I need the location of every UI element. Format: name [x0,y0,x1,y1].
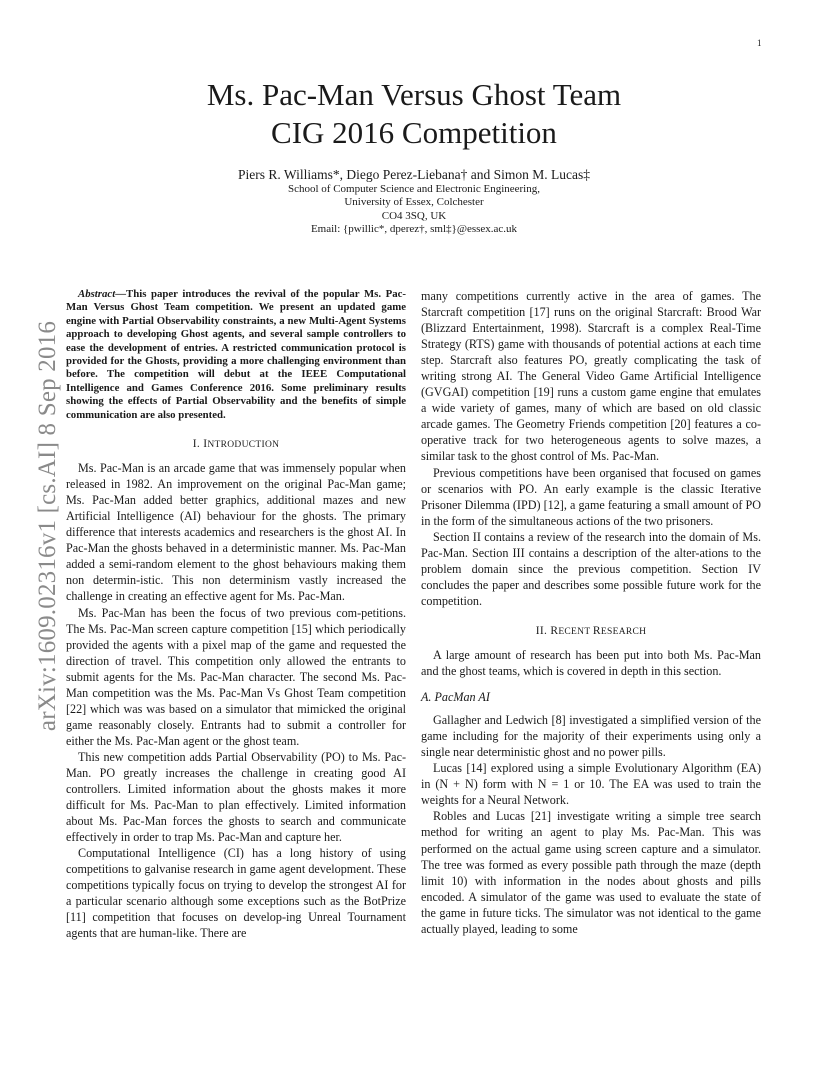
paper-title [0,76,828,152]
affiliation [0,183,828,236]
right-column [421,288,761,937]
section-heading-recent-research: II. RECENT RESEARCH [535,624,647,637]
paragraph: Computational Intelligence (CI) has a long history of using competitions to galvanise research in game agent development. These competitions typically focus on trying to develop the strongest AI for a particular scenario although some exceptions such as the BotPrize [11] competition that focuses on develop-ing Unreal Tournament agents that are human-like. There are [66,846,406,941]
paragraph: Previous competitions have been organised that focused on games or scenarios with PO. An early example is the classic Iterative Prisoner Dilemma (IPD) [12], a game featuring a small amount of PO in the form of the simultaneous actions of the two prisoners. [421,465,761,528]
abstract-label: Abstract [78,288,116,300]
paragraph: Gallagher and Ledwich [8] investigated a simplified version of the game including for the majority of their experiments using only a single near deterministic ghost and no power pills. [421,713,761,760]
paragraph: This new competition adds Partial Observability (PO) to Ms. Pac-Man. PO greatly increases the challenge in creating good AI controllers. Limited information about the ghosts makes it more difficult for Ms. Pac-Man to plan effectively. Limited information about Ms. Pac-Man forces the ghosts to search and communicate effectively in order to trap Ms. Pac-Man and capture her. [66,749,406,845]
page-number: 1 [757,38,762,48]
paragraph: Section II contains a review of the research into the domain of Ms. Pac-Man. Section III contains a description of the alter-ations to the problem domain since the previous competition. Section IV concludes the paper and describes some possible future work for the competition. [421,529,761,608]
title-line-2: CIG 2016 Competition [271,115,557,150]
author-list: Piers R. Williams*, Diego Perez-Liebana† and Simon M. Lucas‡ [237,167,590,182]
affiliation-university: University of Essex, Colchester [344,196,484,209]
affiliation-email: Email: {pwillic*, dperez†, sml‡}@essex.ac.uk [310,222,518,235]
left-column [66,288,406,942]
abstract-text: —This paper introduces the revival of the popular Ms. Pac-Man Versus Ghost Team competition. We present an updated game engine with Partial Observability constraints, a new Multi-Agent Systems approach to developing Ghost agents, and several sample controllers to ease the development of entries. A restricted communication protocol is provided for the Ghosts, providing a more challenging environment than before. The competition will debut at the IEEE Computational Intelligence and Games Conference 2016. Some preliminary results showing the effects of Partial Observability and the benefits of simple communication are also presented. [66,288,406,421]
title-line-1: Ms. Pac-Man Versus Ghost Team [206,77,622,112]
paragraph: A large amount of research has been put into both Ms. Pac-Man and the ghost teams, which is covered in depth in this section. [421,647,761,679]
paragraph: Robles and Lucas [21] investigate writing a simple tree search method for writing an agent to play Ms. Pac-Man. This was performed on the actual game using screen capture and a simulator. The tree was formed as every possible path through the maze (depth limit 10) with information in the nodes about ghosts and pills encoded. A simulator of the game was used to evaluate the state of the game in future ticks. The simulator was not identical to the game actually played, leading to some [421,809,761,936]
paragraph: Ms. Pac-Man has been the focus of two previous com-petitions. The Ms. Pac-Man screen capture competition [15] which periodically provided the agents with a pixel map of the game and requested the direction of travel. This competition only allowed the entrants to submit agents for the Ms. Pac-Man character. The second Ms. Pac-Man competition was the Ms. Pac-Man Vs Ghost Team competition [22] which was was based on a simulator that mimicked the original game reasonably closely. Entrants had to submit a controller for either the Ms. Pac-Man agent or the ghost team. [66,605,406,748]
section-heading-introduction: I. INTRODUCTION [192,438,280,451]
affiliation-school: School of Computer Science and Electronic Engineering, [287,183,540,195]
paragraph: Ms. Pac-Man is an arcade game that was immensely popular when released in 1982. An improvement on the original Pac-Man game; Ms. Pac-Man added better graphics, additional mazes and new Artificial Intelligence (AI) behaviour for the ghosts. The primary difference that interests academics and researchers is the ghost AI. In Pac-Man the ghosts behaved in a deterministic manner. Ms. Pac-Man added a semi-random element to the ghost behaviours making them non determin-istic. This non determinism vastly increased the challenge in creating an effective agent for Ms. Pac-Man. [66,461,406,604]
abstract [66,288,406,422]
paragraph: Lucas [14] explored using a simple Evolutionary Algorithm (EA) in (N + N) form with N = 1 or 10. The EA was used to train the weights for a Neural Network. [421,761,761,808]
subsection-heading-pacman-ai: A. PacMan AI [421,690,490,705]
paragraph: many competitions currently active in the area of games. The Starcraft competition [17] runs on the original Starcraft: Brood War (Blizzard Entertainment, 1998). Starcraft is a complex Real-Time Strategy (RTS) game with thousands of potential actions at each time step. Starcraft also features PO, greatly complicating the task of writing strong AI. The General Video Game Artificial Intelligence (GVGAI) competition [19] runs a custom game engine that emulates a wide variety of games, many of which are based on old classic arcade games. The Geometry Friends competition [20] features a co-operative track for two heterogeneous agents to solve mazes, a similar task to the ghost control of Ms. Pac-Man. [421,289,761,464]
arxiv-stamp: arXiv:1609.02316v1 [cs.AI] 8 Sep 2016 [34,320,61,732]
affiliation-postcode: CO4 3SQ, UK [381,209,447,222]
